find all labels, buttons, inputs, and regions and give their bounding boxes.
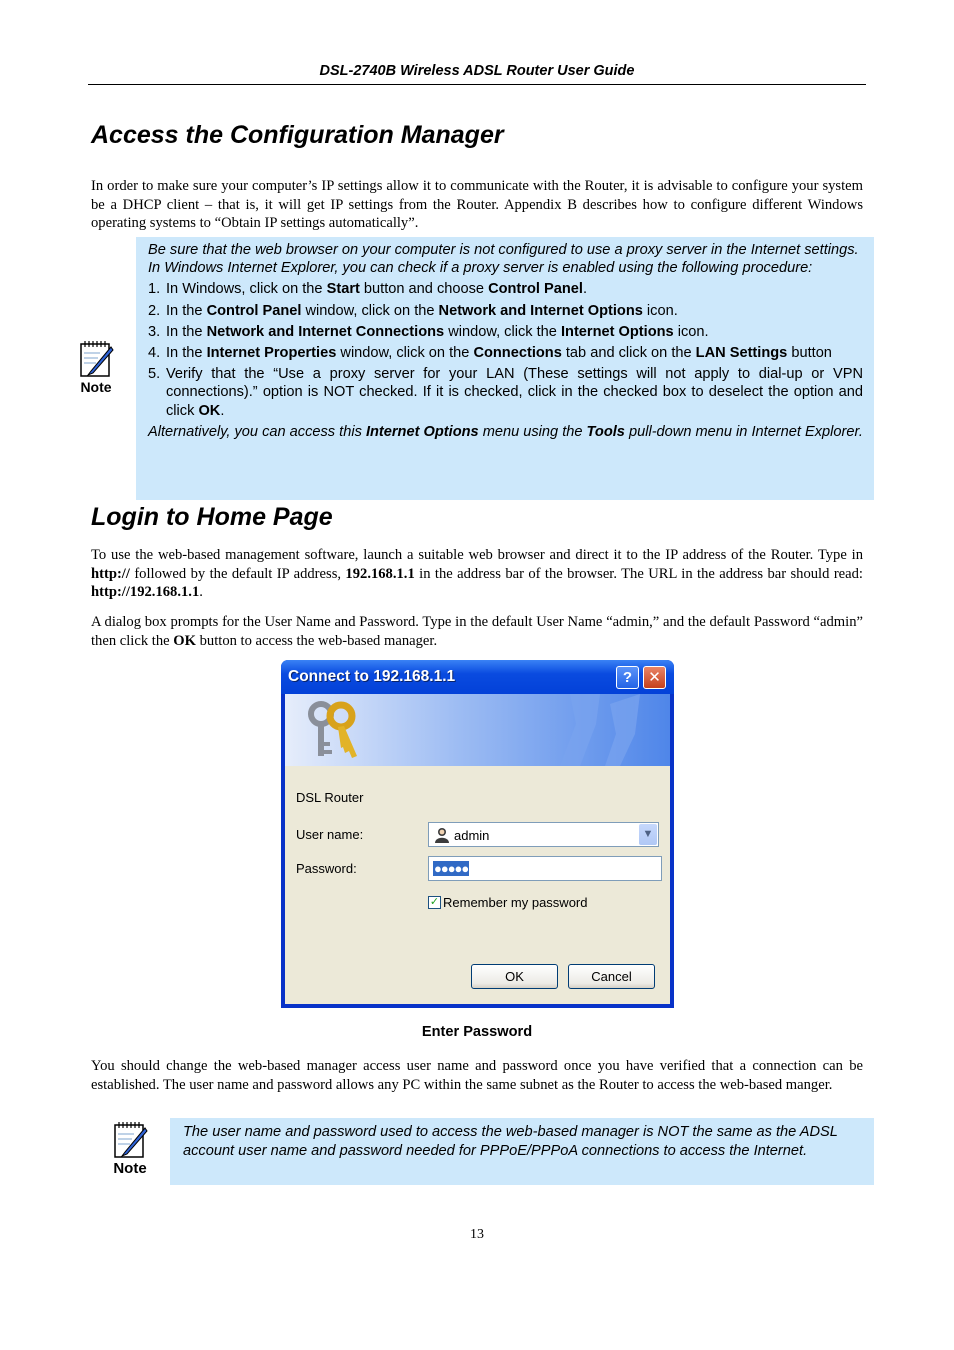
login-dialog <box>281 660 674 1008</box>
heading-access-config-manager: Access the Configuration Manager <box>91 121 504 149</box>
password-mask: ●●●●● <box>434 861 469 876</box>
dialog-banner <box>285 694 670 766</box>
ok-button[interactable]: OK <box>471 964 558 989</box>
username-label: User name: <box>296 827 364 842</box>
note-label: Note <box>80 379 112 395</box>
header-rule <box>88 84 866 85</box>
running-header: DSL-2740B Wireless ADSL Router User Guide <box>319 63 635 79</box>
help-button[interactable]: ? <box>616 666 639 689</box>
proxy-note-text <box>148 241 863 441</box>
intro-paragraph: In order to make sure your computer’s IP settings allow it to communicate with the Router, it is advisable to configure your system be a DHCP client – that is, it will get IP settings from the Router. Appendix B describes how to configure different Windows operating systems to “Obtain IP settings automatically”. <box>91 178 863 231</box>
login-paragraph-2: A dialog box prompts for the User Name and Password. Type in the default User Name “admin,” and the default Password “admin” then click the OK button to access the web-based manager. <box>91 614 863 649</box>
note-step: 2. In the Control Panel window, click on the Network and Internet Options icon. <box>148 302 678 319</box>
note-pad-icon <box>112 1121 148 1159</box>
remember-password-checkbox[interactable]: ✓ <box>429 896 440 908</box>
note-marker-2 <box>110 1121 150 1177</box>
note-alternative: Alternatively, you can access this Internet Options menu using the Tools pull-down menu in Internet Explorer. <box>148 423 863 440</box>
keys-icon <box>301 694 371 766</box>
note-lead: Be sure that the web browser on your computer is not configured to use a proxy server in the Internet settings. In Windows Internet Explorer, you can check if a proxy server is enabled using the following procedure: <box>148 242 859 277</box>
note-pad-icon <box>78 340 114 378</box>
figure-caption: Enter Password <box>421 1024 533 1040</box>
note-step: 1. In Windows, click on the Start button and choose Control Panel. <box>148 281 587 298</box>
username-value: admin <box>454 828 490 843</box>
chevron-down-icon[interactable]: ▼ <box>639 824 657 845</box>
note-marker <box>76 340 116 395</box>
user-icon <box>434 827 450 843</box>
credentials-note-text: The user name and password used to access the web-based manager is NOT the same as the ADSL account user name and password needed for PPPoE/PPPoA connections to access the Internet. <box>183 1124 838 1159</box>
close-button[interactable]: ✕ <box>643 666 666 689</box>
login-paragraph-1: To use the web-based management software, launch a suitable web browser and direct it to the IP address of the Router. Type in http:// followed by the default IP address, 192.168.1.1 in the address bar of the browser. The URL in the address bar should read: http://192.168.1.1. <box>91 547 863 600</box>
password-input[interactable] <box>428 856 662 881</box>
banner-decoration-icon <box>550 694 670 766</box>
username-combobox[interactable] <box>428 822 659 847</box>
dialog-title: Connect to 192.168.1.1 <box>288 668 456 685</box>
remember-password-label[interactable]: Remember my password <box>443 895 588 910</box>
heading-login-home-page: Login to Home Page <box>91 503 333 531</box>
cancel-button[interactable]: Cancel <box>568 964 655 989</box>
note-step: 4. In the Internet Properties window, click on the Connections tab and click on the LAN Settings button <box>148 345 832 362</box>
dialog-title-bar[interactable] <box>281 660 674 694</box>
page-number: 13 <box>470 1227 484 1242</box>
note-step: 3. In the Network and Internet Connections window, click the Internet Options icon. <box>148 323 709 340</box>
change-credentials-paragraph: You should change the web-based manager access user name and password once you have verified that a connection can be established. The user name and password allows any PC within the same subnet as the Router to access the web-based manger. <box>91 1058 863 1093</box>
note-step: 5. Verify that the “Use a proxy server for your LAN (These settings will not apply to dial-up or VPN connections).” option is NOT checked. If it is checked, click in the checked box to deselect the option and click OK. <box>148 366 863 419</box>
password-label: Password: <box>296 861 357 876</box>
dialog-body <box>285 766 670 1004</box>
realm-label: DSL Router <box>296 790 364 805</box>
note-label: Note <box>113 1160 147 1177</box>
